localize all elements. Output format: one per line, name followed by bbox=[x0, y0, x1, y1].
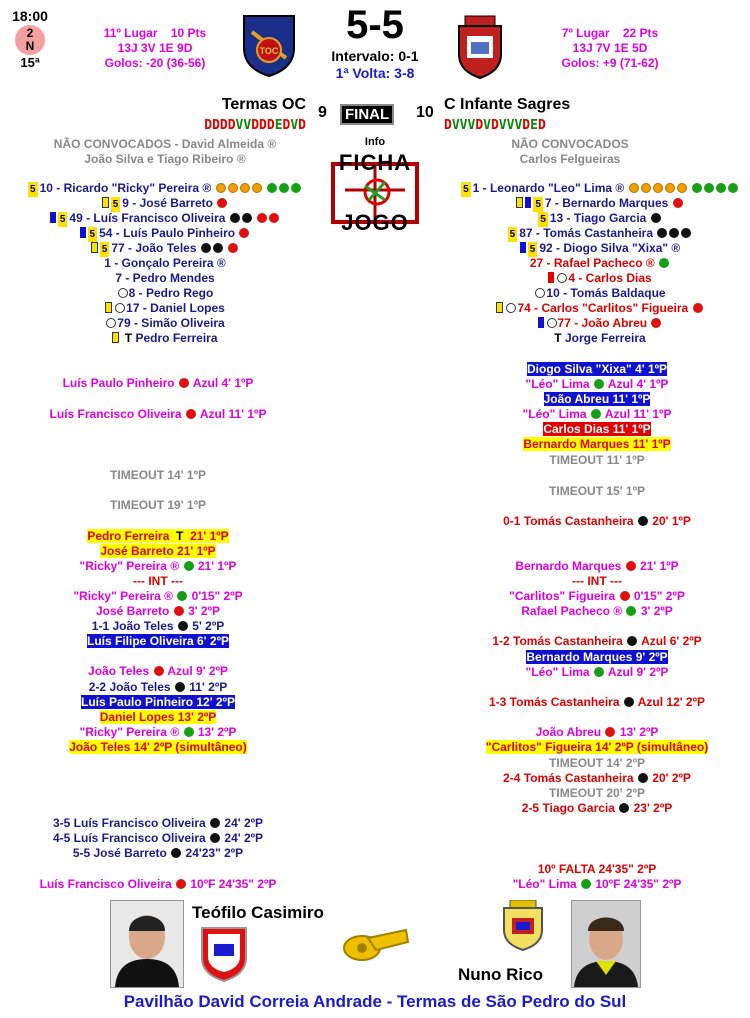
event-foul: João Teles Azul 9' 2ºP bbox=[88, 664, 228, 678]
home-crest bbox=[242, 14, 296, 78]
home-points: 10 Pts bbox=[170, 26, 207, 40]
event-foul: "Ricky" Pereira ® 13' 2ºP bbox=[79, 725, 237, 739]
match-status bbox=[340, 104, 394, 125]
away-form bbox=[444, 118, 546, 133]
assist-icon bbox=[704, 183, 714, 193]
away-points: 22 Pts bbox=[622, 26, 659, 40]
starter-badge: 5 bbox=[112, 199, 119, 210]
goal-icon bbox=[216, 183, 226, 193]
event-card: João Abreu 11' 1ºP bbox=[543, 392, 651, 406]
goal-icon bbox=[213, 243, 223, 253]
starter-badge: 5 bbox=[30, 184, 36, 195]
round-number: 15ª bbox=[20, 55, 40, 70]
yellow-card-icon bbox=[105, 302, 112, 313]
coach-icon: T bbox=[554, 331, 562, 345]
event-foul: "Carlitos" Figueira 0'15" 2ºP bbox=[509, 589, 685, 603]
event-foul: João Abreu 13' 2ºP bbox=[535, 725, 659, 739]
event-card: Carlos Dias 11' 1ºP bbox=[543, 422, 651, 436]
event-foul: "Léo" Lima Azul 9' 2ºP bbox=[525, 665, 669, 679]
substitute-icon bbox=[506, 303, 516, 313]
assist-icon bbox=[692, 183, 702, 193]
starter-badge: 5 bbox=[529, 244, 536, 255]
referee1-association-crest bbox=[200, 924, 248, 982]
away-absent-line1: NÃO CONVOCADOS bbox=[511, 137, 629, 151]
event-card: João Teles 14' 2ºP (simultâneo) bbox=[69, 740, 247, 754]
home-roster-item[interactable]: 17 - Daniel Lopes bbox=[10, 301, 320, 316]
goal-icon bbox=[240, 183, 250, 193]
event-foul: Luís Francisco Oliveira 10ºF 24'35" 2ºP bbox=[39, 877, 277, 891]
away-roster-item[interactable]: 74 - Carlos "Carlitos" Figueira bbox=[440, 301, 750, 316]
foul-icon bbox=[651, 318, 661, 328]
away-roster-item[interactable]: T Jorge Ferreira bbox=[554, 331, 646, 345]
foul-icon bbox=[228, 243, 238, 253]
away-roster-item[interactable]: 77 - João Abreu bbox=[440, 316, 750, 331]
referee1-photo bbox=[110, 900, 184, 988]
coach-icon: T bbox=[124, 331, 133, 345]
home-form bbox=[150, 118, 306, 133]
event-foul: "Ricky" Pereira ® 0'15" 2ºP bbox=[73, 589, 243, 603]
home-record: 13J 3V 1E 9D bbox=[117, 41, 193, 55]
event-foul: José Barreto 3' 2ºP bbox=[96, 604, 220, 618]
score-block bbox=[300, 2, 450, 82]
home-roster-item[interactable]: 7 - Pedro Mendes bbox=[115, 271, 215, 285]
home-roster-item[interactable]: 5 54 - Luís Paulo Pinheiro bbox=[10, 226, 320, 242]
event-card: Luís Paulo Pinheiro 12' 2ºP bbox=[81, 695, 235, 709]
yellow-card-icon bbox=[516, 197, 523, 208]
home-absent-line2: João Silva e Tiago Ribeiro ® bbox=[84, 152, 246, 166]
referee2-name: Nuno Rico bbox=[458, 965, 543, 984]
event-card: Pedro Ferreira T 21' 1ºP bbox=[87, 529, 229, 543]
event-card: Luís Filipe Oliveira 6' 2ºP bbox=[87, 634, 229, 648]
event-goal: 5-5 José Barreto 24'23" 2ºP bbox=[72, 846, 244, 860]
event-goal: 0-1 Tomás Castanheira 20' 1ºP bbox=[503, 514, 691, 528]
home-absent bbox=[20, 137, 310, 167]
event-foul: "Ricky" Pereira ® 21' 1ºP bbox=[79, 559, 237, 573]
final-score: 5-5 bbox=[346, 3, 404, 47]
goal-icon bbox=[228, 183, 238, 193]
event-timeout: TIMEOUT 14' 1ºP bbox=[110, 468, 206, 482]
match-meta bbox=[8, 8, 52, 70]
starter-badge: 5 bbox=[89, 229, 96, 240]
goal-icon bbox=[665, 183, 675, 193]
event-interval: --- INT --- bbox=[572, 574, 622, 588]
assist-icon bbox=[291, 183, 301, 193]
event-foul: Luís Paulo Pinheiro Azul 4' 1ºP bbox=[62, 376, 254, 390]
event-card: "Carlitos" Figueira 14' 2ºP (simultâneo) bbox=[485, 740, 709, 754]
away-roster-item[interactable]: 5 7 - Bernardo Marques bbox=[440, 196, 750, 212]
blue-card-icon bbox=[80, 227, 86, 238]
home-roster-item[interactable]: 1 - Gonçalo Pereira ® bbox=[104, 256, 226, 270]
event-timeout: TIMEOUT 19' 1ºP bbox=[110, 498, 206, 512]
goal-icon bbox=[657, 228, 667, 238]
ficha-jogo-button[interactable] bbox=[325, 150, 425, 236]
goal-icon bbox=[641, 183, 651, 193]
goal-icon bbox=[252, 183, 262, 193]
event-timeout: TIMEOUT 11' 1ºP bbox=[549, 453, 645, 467]
event-card: José Barreto 21' 1ºP bbox=[100, 544, 216, 558]
jogo-text: JOGO bbox=[341, 210, 409, 235]
away-crest bbox=[455, 14, 505, 80]
event-goal: 1-1 João Teles 5' 2ºP bbox=[91, 619, 225, 633]
ficha-text: FICHA bbox=[338, 150, 412, 175]
whistle-icon bbox=[340, 920, 410, 964]
substitute-icon bbox=[547, 318, 557, 328]
event-timeout: TIMEOUT 20' 2ºP bbox=[549, 786, 645, 800]
assist-icon bbox=[279, 183, 289, 193]
svg-text:TOC: TOC bbox=[259, 46, 279, 56]
event-card: Diogo Silva "Xixa" 4' 1ºP bbox=[527, 362, 667, 376]
home-roster-item[interactable]: 5 77 - João Teles bbox=[10, 241, 320, 257]
assist-icon bbox=[267, 183, 277, 193]
yellow-card-icon bbox=[102, 197, 109, 208]
event-goal: 1-2 Tomás Castanheira Azul 6' 2ºP bbox=[492, 634, 702, 648]
away-roster-item[interactable]: 5 13 - Tiago Garcia bbox=[440, 211, 750, 227]
first-leg-score: 1ª Volta: 3-8 bbox=[335, 65, 415, 81]
assist-icon bbox=[659, 258, 669, 268]
event-foul: Luís Francisco Oliveira Azul 11' 1ºP bbox=[49, 407, 267, 421]
event-foul: "Léo" Lima 10ºF 24'35" 2ºP bbox=[512, 877, 682, 891]
substitute-icon bbox=[118, 288, 128, 298]
substitute-icon bbox=[115, 303, 125, 313]
goal-icon bbox=[230, 213, 240, 223]
event-goal: 1-3 Tomás Castanheira Azul 12' 2ºP bbox=[489, 695, 705, 709]
home-form-text: DDDDVVDDDEDVD bbox=[204, 118, 306, 133]
starter-badge: 5 bbox=[509, 229, 516, 240]
final-badge: FINAL bbox=[340, 104, 394, 125]
away-roster-item[interactable]: 4 - Carlos Dias bbox=[440, 271, 750, 286]
foul-icon bbox=[217, 198, 227, 208]
event-timeout: TIMEOUT 14' 2ºP bbox=[549, 756, 645, 770]
away-goals: Golos: +9 (71-62) bbox=[561, 56, 659, 70]
foul-icon bbox=[239, 228, 249, 238]
home-fouls: 9 bbox=[318, 104, 327, 121]
blue-card-icon bbox=[520, 242, 526, 253]
home-roster-item[interactable]: T Pedro Ferreira bbox=[10, 331, 320, 346]
starter-badge: 5 bbox=[101, 244, 108, 255]
home-stats bbox=[70, 26, 240, 71]
event-goal: 3-5 Luís Francisco Oliveira 24' 2ºP bbox=[52, 816, 264, 830]
goal-icon bbox=[201, 243, 211, 253]
blue-card-icon bbox=[50, 212, 56, 223]
starter-badge: 5 bbox=[535, 199, 541, 210]
venue: Pavilhão David Correia Andrade - Termas de São Pedro do Sul bbox=[123, 992, 627, 1011]
goal-icon bbox=[669, 228, 679, 238]
assist-icon bbox=[728, 183, 738, 193]
goal-icon bbox=[651, 213, 661, 223]
goal-icon bbox=[677, 183, 687, 193]
foul-icon bbox=[269, 213, 279, 223]
starter-badge: 5 bbox=[59, 214, 66, 225]
event-foul: "Léo" Lima Azul 4' 1ºP bbox=[525, 377, 669, 391]
event-foul: Bernardo Marques 21' 1ºP bbox=[515, 559, 679, 573]
home-roster-item[interactable]: 79 - Simão Oliveira bbox=[10, 316, 320, 331]
yellow-card-icon bbox=[496, 302, 503, 313]
starter-badge: 5 bbox=[540, 214, 546, 225]
goal-icon bbox=[653, 183, 663, 193]
event-card: Bernardo Marques 11' 1ºP bbox=[523, 437, 671, 451]
away-roster-item[interactable]: 5 87 - Tomás Castanheira bbox=[440, 226, 750, 242]
blue-card-icon bbox=[538, 317, 544, 328]
referee2-association-crest bbox=[502, 900, 544, 952]
event-goal: 2-4 Tomás Castanheira 20' 2ºP bbox=[503, 771, 691, 785]
away-roster-item[interactable]: 10 - Tomás Baldaque bbox=[440, 286, 750, 301]
red-card-icon bbox=[548, 272, 554, 283]
home-roster-item[interactable]: 8 - Pedro Rego bbox=[10, 286, 320, 301]
away-position: 7º Lugar bbox=[561, 26, 610, 40]
starter-badge: 5 bbox=[463, 184, 469, 195]
home-absent-line1: NÃO CONVOCADOS - David Almeida ® bbox=[53, 137, 277, 151]
substitute-icon bbox=[106, 318, 116, 328]
referee2-photo bbox=[571, 900, 641, 988]
away-roster-item[interactable]: 27 - Rafael Pacheco ® bbox=[440, 256, 750, 271]
away-record: 13J 7V 1E 5D bbox=[572, 41, 648, 55]
substitute-icon bbox=[535, 288, 545, 298]
substitute-icon bbox=[557, 273, 567, 283]
away-form-text: DVVVDVDVVVDED bbox=[444, 118, 546, 133]
home-position: 11º Lugar bbox=[103, 26, 158, 40]
event-foul: "Léo" Lima Azul 11' 1ºP bbox=[522, 407, 672, 421]
away-roster-item[interactable]: 5 92 - Diogo Silva "Xixa" ® bbox=[440, 241, 750, 257]
event-goal: 2-5 Tiago Garcia 23' 2ºP bbox=[521, 801, 673, 815]
referee1-name: Teófilo Casimiro bbox=[192, 903, 324, 922]
goal-icon bbox=[681, 228, 691, 238]
home-roster-item[interactable]: 5 10 - Ricardo "Ricky" Pereira ® bbox=[10, 181, 320, 197]
event-goal: 2-2 João Teles 11' 2ºP bbox=[88, 680, 228, 694]
foul-icon bbox=[673, 198, 683, 208]
goal-icon bbox=[242, 213, 252, 223]
home-roster-item[interactable]: 5 49 - Luís Francisco Oliveira bbox=[10, 211, 320, 227]
blue-card-icon bbox=[525, 197, 531, 208]
foul-icon bbox=[257, 213, 267, 223]
division-badge bbox=[15, 25, 45, 55]
event-foul: Rafael Pacheco ® 3' 2ºP bbox=[521, 604, 673, 618]
away-roster-item[interactable]: 5 1 - Leonardo "Leo" Lima ® bbox=[440, 181, 750, 197]
away-team-name[interactable]: C Infante Sagres bbox=[444, 96, 571, 113]
away-absent-line2: Carlos Felgueiras bbox=[519, 152, 621, 166]
home-roster-item[interactable]: 5 9 - José Barreto bbox=[10, 196, 320, 212]
half-time-score: Intervalo: 0-1 bbox=[331, 48, 419, 64]
event-goal: 4-5 Luís Francisco Oliveira 24' 2ºP bbox=[52, 831, 264, 845]
away-stats bbox=[520, 26, 700, 71]
away-fouls: 10 bbox=[416, 104, 434, 121]
foul-icon bbox=[693, 303, 703, 313]
info-link[interactable]: Info bbox=[364, 136, 386, 148]
home-team-name[interactable]: Termas OC bbox=[221, 96, 306, 113]
event-card: Bernardo Marques 9' 2ºP bbox=[526, 650, 668, 664]
yellow-card-icon bbox=[91, 242, 98, 253]
yellow-card-icon bbox=[112, 332, 119, 343]
event-card: Daniel Lopes 13' 2ºP bbox=[99, 710, 217, 724]
goal-icon bbox=[629, 183, 639, 193]
home-goals: Golos: -20 (36-56) bbox=[104, 56, 206, 70]
away-absent bbox=[470, 137, 670, 167]
division-letter: N bbox=[25, 39, 35, 53]
event-interval: --- INT --- bbox=[133, 574, 183, 588]
event-timeout: TIMEOUT 15' 1ºP bbox=[549, 484, 645, 498]
kickoff-time: 18:00 bbox=[12, 8, 48, 24]
assist-icon bbox=[716, 183, 726, 193]
event-foul-count: 10º FALTA 24'35" 2ºP bbox=[537, 862, 657, 876]
division-number: 2 bbox=[26, 26, 34, 40]
